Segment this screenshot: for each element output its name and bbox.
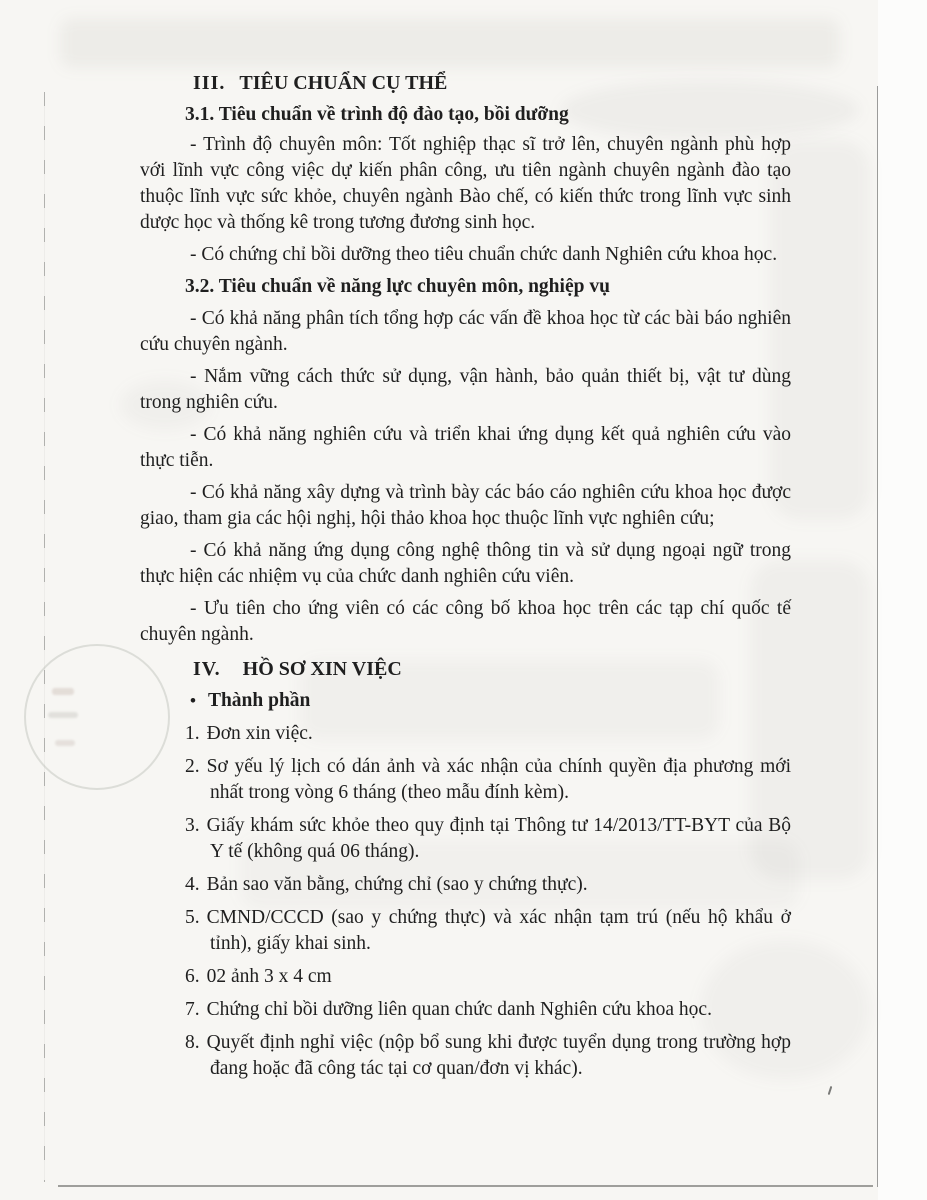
list-item-text: Chứng chỉ bồi dưỡng liên quan chức danh Nghiên cứu khoa học. xyxy=(206,999,712,1020)
list-item-text: Sơ yếu lý lịch có dán ảnh và xác nhận của chính quyền địa phương mới nhất trong vòng 6 tháng (theo mẫu đính kèm). xyxy=(206,756,791,803)
paragraph-trinh-do: - Trình độ chuyên môn: Tốt nghiệp thạc sĩ trở lên, chuyên ngành phù hợp với lĩnh vực công việc dự kiến phân công, ưu tiên ngành chuyên ngành đào tạo thuộc lĩnh vực sức khỏe, chuyên ngành Bào chế, có kiến thức trong lĩnh vực sinh dược học và thống kê trong tương đương sinh học. xyxy=(140,134,791,233)
paragraph-cong-nghe: - Có khả năng ứng dụng công nghệ thông tin và sử dụng ngoại ngữ trong thực hiện các nhiệm vụ của chức danh nghiên cứu viên. xyxy=(140,540,791,587)
requirements-list xyxy=(140,721,791,1082)
stamp-mark xyxy=(48,712,78,718)
list-item-text: CMND/CCCD (sao y chứng thực) và xác nhận tạm trú (nếu hộ khẩu ở tỉnh), giấy khai sinh. xyxy=(206,907,791,954)
paragraph-nam-vung: - Nắm vững cách thức sử dụng, vận hành, bảo quản thiết bị, vật tư dùng trong nghiên cứu. xyxy=(140,366,791,413)
list-item xyxy=(140,1030,791,1082)
section-iii-heading xyxy=(140,70,791,96)
stamp-mark xyxy=(52,688,74,695)
list-item-number: 1. xyxy=(185,723,200,744)
subsection-3-2-heading: 3.2. Tiêu chuẩn về năng lực chuyên môn, nghiệp vụ xyxy=(185,276,610,297)
section-iv-number: IV. xyxy=(193,658,221,680)
list-item-text: Đơn xin việc. xyxy=(206,723,313,744)
paragraph-uu-tien: - Ưu tiên cho ứng viên có các công bố khoa học trên các tạp chí quốc tế chuyên ngành. xyxy=(140,598,791,645)
list-item xyxy=(140,721,791,747)
section-iii-title: TIÊU CHUẨN CỤ THỂ xyxy=(239,72,448,94)
paper-edge-right xyxy=(877,86,878,1187)
thanh-phan-heading xyxy=(140,688,791,714)
list-item-number: 4. xyxy=(185,874,200,895)
section-iv-title: HỒ SƠ XIN VIỆC xyxy=(242,658,402,680)
section-iv-heading xyxy=(140,656,791,682)
pen-tick-mark xyxy=(828,1086,833,1095)
subsection-3-1-heading: 3.1. Tiêu chuẩn về trình độ đào tạo, bồi dưỡng xyxy=(185,104,569,125)
paragraph-xay-dung: - Có khả năng xây dựng và trình bày các báo cáo nghiên cứu khoa học được giao, tham gia các hội nghị, hội thảo khoa học thuộc lĩnh vực nghiên cứu; xyxy=(140,482,791,529)
list-item-text: 02 ảnh 3 x 4 cm xyxy=(206,966,332,987)
list-item-number: 7. xyxy=(185,999,200,1020)
list-item xyxy=(140,813,791,865)
scan-margin-strip xyxy=(878,0,927,1200)
paper-fold-line xyxy=(44,92,45,1182)
document-body xyxy=(140,70,791,1082)
scan-noise xyxy=(60,18,840,68)
stamp-mark xyxy=(55,740,75,746)
list-item xyxy=(140,872,791,898)
section-iii-number: III. xyxy=(193,72,226,94)
paper-edge-bottom xyxy=(58,1185,873,1187)
bullet-icon: • xyxy=(190,691,196,710)
list-item-number: 6. xyxy=(185,966,200,987)
list-item-text: Giấy khám sức khỏe theo quy định tại Thông tư 14/2013/TT-BYT của Bộ Y tế (không quá 06 tháng). xyxy=(206,815,791,862)
list-item-number: 5. xyxy=(185,907,200,928)
list-item-number: 2. xyxy=(185,756,200,777)
paragraph-phan-tich: - Có khả năng phân tích tổng hợp các vấn đề khoa học từ các bài báo nghiên cứu chuyên ngành. xyxy=(140,308,791,355)
list-item-text: Quyết định nghỉ việc (nộp bổ sung khi được tuyển dụng trong trường hợp đang hoặc đã công tác tại cơ quan/đơn vị khác). xyxy=(206,1032,791,1079)
paragraph-chung-chi: - Có chứng chỉ bồi dưỡng theo tiêu chuẩn chức danh Nghiên cứu khoa học. xyxy=(190,244,778,265)
thanh-phan-label: Thành phần xyxy=(207,690,311,711)
paragraph-nghien-cuu: - Có khả năng nghiên cứu và triển khai ứng dụng kết quả nghiên cứu vào thực tiễn. xyxy=(140,424,791,471)
list-item-number: 8. xyxy=(185,1032,200,1053)
list-item xyxy=(140,964,791,990)
list-item-number: 3. xyxy=(185,815,200,836)
list-item-text: Bản sao văn bằng, chứng chỉ (sao y chứng thực). xyxy=(206,874,588,895)
list-item xyxy=(140,997,791,1023)
list-item xyxy=(140,754,791,806)
list-item xyxy=(140,905,791,957)
